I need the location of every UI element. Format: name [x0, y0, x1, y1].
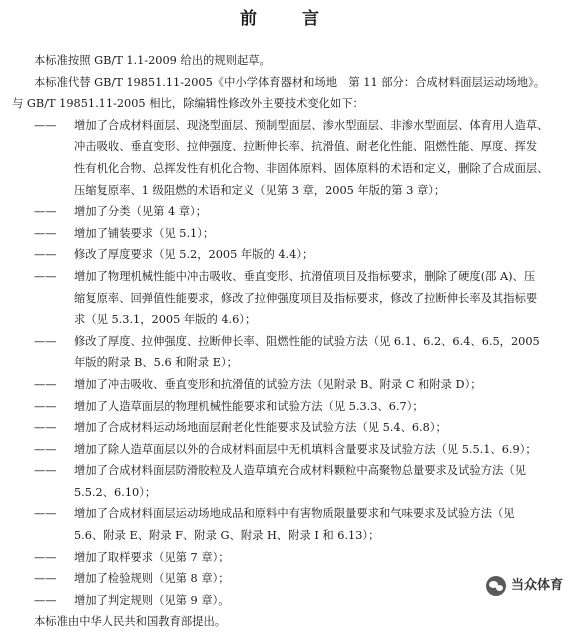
- change-item: [12, 417, 565, 439]
- item-line: 增加了合成材料运动场地面层耐老化性能要求及试验方法（见 5.4、6.8）；: [74, 421, 447, 435]
- dash-marker: ——: [34, 421, 57, 435]
- item-line: 修改了厚度要求（见 5.2，2005 年版的 4.4）；: [74, 248, 314, 262]
- change-item: [12, 396, 565, 418]
- item-line: 增加了物理机械性能中冲击吸收、垂直变形、抗滑值项目及指标要求，删除了硬度(邵 A)、压: [74, 269, 536, 283]
- change-item: [12, 244, 565, 266]
- dash-marker: ——: [34, 399, 57, 413]
- change-item: [12, 223, 565, 245]
- change-item: [12, 460, 565, 503]
- change-item: [12, 590, 565, 612]
- intro-line: 本标准代替 GB/T 19851.11-2005《中小学体育器材和场地 第 11 部分：合成材料面层运动场地》。: [34, 75, 546, 89]
- dash-marker: ——: [34, 572, 57, 586]
- item-line: 缩复原率、回弹值性能要求，修改了拉伸强度项目及指标要求，修改了拉断伸长率及其指标要: [74, 291, 538, 305]
- dash-marker: ——: [34, 464, 57, 478]
- item-line: 求（见 5.3.1，2005 年版的 4.6）；: [74, 313, 257, 327]
- change-item: [12, 115, 565, 201]
- dash-marker: ——: [34, 442, 57, 456]
- item-line: 增加了人造草面层的物理机械性能要求和试验方法（见 5.3.3、6.7）；: [74, 399, 424, 413]
- intro-line: 本标准按照 GB/T 1.1-2009 给出的规则起草。: [34, 54, 271, 67]
- document-body: [0, 38, 573, 633]
- dash-marker: ——: [34, 269, 57, 283]
- item-line: 增加了铺装要求（见 5.1）；: [74, 226, 215, 240]
- page-title: 前 言: [240, 9, 333, 29]
- item-line: 增加了除人造草面层以外的合成材料面层中无机填料含量要求及试验方法（见 5.5.1、6.9）；: [74, 442, 537, 456]
- watermark-text: 当众体育: [510, 578, 563, 594]
- dash-marker: ——: [34, 205, 57, 219]
- item-line: 修改了厚度、拉伸强度、拉断伸长率、阻燃性能的试验方法（见 6.1、6.2、6.4、6.5，2005: [74, 334, 540, 348]
- wechat-icon: [486, 576, 506, 596]
- dash-marker: ——: [34, 118, 57, 132]
- item-line: 性有机化合物、总挥发性有机化合物、非固体原料、固体原料的术语和定义，删除了合成面层、: [74, 161, 549, 175]
- item-line: 增加了分类（见第 4 章）；: [74, 205, 207, 219]
- change-item: [12, 503, 565, 546]
- dash-marker: ——: [34, 550, 57, 564]
- item-line: 增加了合成材料面层、现浇型面层、预制型面层、渗水型面层、非渗水型面层、体育用人造草、: [74, 118, 549, 132]
- change-item: [12, 374, 565, 396]
- item-line: 年版的附录 B、5.6 和附录 E）；: [74, 356, 238, 370]
- dash-marker: ——: [34, 226, 57, 240]
- dash-marker: ——: [34, 507, 57, 521]
- item-line: 增加了判定规则（见第 9 章）。: [74, 593, 230, 607]
- change-item: [12, 266, 565, 331]
- item-line: 增加了合成材料面层运动场地成品和原料中有害物质限量要求和气味要求及试验方法（见: [74, 507, 515, 521]
- footer-line: 本标准由中华人民共和国教育部提出。: [34, 615, 227, 629]
- item-line: 增加了检验规则（见第 8 章）；: [74, 572, 230, 586]
- watermark: [486, 575, 563, 597]
- item-line: 增加了冲击吸收、垂直变形和抗滑值的试验方法（见附录 B、附录 C 和附录 D）；: [74, 377, 482, 391]
- dash-marker: ——: [34, 377, 57, 391]
- dash-marker: ——: [34, 334, 57, 348]
- dash-marker: ——: [34, 248, 57, 262]
- change-item: [12, 439, 565, 461]
- change-item: [12, 547, 565, 569]
- change-item: [12, 201, 565, 223]
- item-line: 增加了取样要求（见第 7 章）；: [74, 550, 230, 564]
- item-line: 冲击吸收、垂直变形、拉伸强度、拉断伸长率、抗滑值、耐老化性能、阻燃性能、厚度、挥发: [74, 140, 538, 154]
- intro-line: 与 GB/T 19851.11-2005 相比，除编辑性修改外主要技术变化如下：: [12, 97, 364, 111]
- change-item: [12, 568, 565, 590]
- item-line: 5.6、附录 E、附录 F、附录 G、附录 H、附录 I 和 6.13）；: [74, 529, 380, 543]
- item-line: 压缩复原率、1 级阻燃的术语和定义（见第 3 章，2005 年版的第 3 章）；: [74, 183, 446, 197]
- item-line: 增加了合成材料面层防滑胶粒及人造草填充合成材料颗粒中高聚物总量要求及试验方法（见: [74, 464, 526, 478]
- item-line: 5.5.2、6.10）；: [74, 485, 157, 499]
- change-item: [12, 331, 565, 374]
- dash-marker: ——: [34, 593, 57, 607]
